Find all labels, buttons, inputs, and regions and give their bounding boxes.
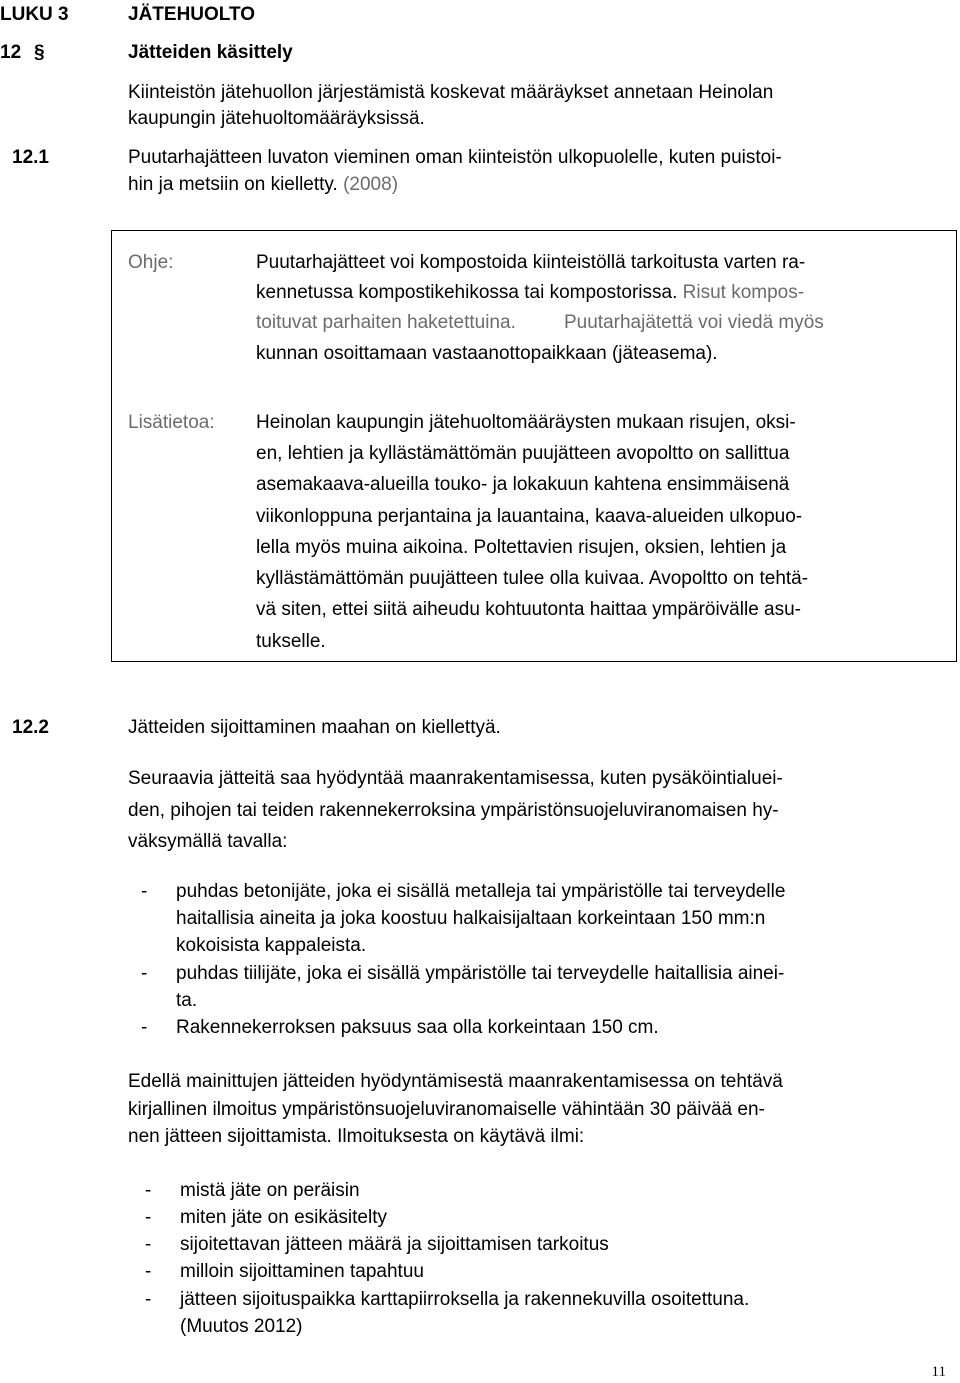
lisatietoa-line-1: Heinolan kaupungin jätehuoltomääräysten mukaan risujen, oksi-	[256, 412, 796, 433]
lisatietoa-line-4: viikonloppuna perjantaina ja lauantaina, kaava-alueiden ulkopuo-	[256, 506, 803, 527]
list2-dash-3: -	[145, 1234, 152, 1255]
lisatietoa-line-3: asemakaava-alueilla touko- ja lokakuun kahtena ensimmäisenä	[256, 474, 790, 495]
page-number: 11	[931, 1364, 946, 1380]
list2-item-2: miten jäte on esikäsitelty	[180, 1207, 387, 1228]
list2-dash-2: -	[145, 1207, 152, 1228]
list2-item-5: jätteen sijoituspaikka karttapiirroksella ja rakennekuvilla osoitettuna.	[180, 1289, 750, 1310]
para2-line-3: nen jätteen sijoittamista. Ilmoituksesta on käytävä ilmi:	[128, 1126, 585, 1147]
ohje-line-1: Puutarhajätteet voi kompostoida kiinteistöllä tarkoitusta varten ra-	[256, 252, 806, 273]
list1-item-1-line-1: puhdas betonijäte, joka ei sisällä metalleja tai ympäristölle tai terveydelle	[176, 881, 786, 902]
list2-dash-4: -	[145, 1261, 152, 1282]
list2-dash-1: -	[145, 1180, 152, 1201]
year-note: (2008)	[343, 174, 399, 195]
chapter-number: LUKU 3	[0, 4, 69, 25]
para1-line-1: Seuraavia jätteitä saa hyödyntää maanrakentamisessa, kuten pysäköintialuei-	[128, 768, 783, 789]
subsection-12-1-number: 12.1	[12, 147, 49, 168]
lisatietoa-line-2: en, lehtien ja kyllästämättömän puujätteen avopoltto on sallittua	[256, 443, 790, 464]
list1-item-1-line-2: haitallisia aineita ja joka koostuu halkaisijaltaan korkeintaan 150 mm:n	[176, 908, 766, 929]
subsection-12-1-line-2: hin ja metsiin on kielletty. (2008)	[128, 174, 399, 195]
para2-line-2: kirjallinen ilmoitus ympäristönsuojeluviranomaiselle vähintään 30 päivää en-	[128, 1099, 765, 1120]
ohje-line-4: kunnan osoittamaan vastaanottopaikkaan (jäteasema).	[256, 343, 718, 364]
section-title: Jätteiden käsittely	[128, 42, 293, 63]
lisatietoa-label: Lisätietoa:	[128, 412, 215, 433]
ohje-line-3b: Puutarhajätettä voi viedä myös	[564, 312, 824, 333]
list2-dash-5: -	[145, 1289, 152, 1310]
para1-line-2: den, pihojen tai teiden rakennekerroksina ympäristönsuojeluviranomaisen hy-	[128, 800, 779, 821]
lisatietoa-line-8: tukselle.	[256, 631, 326, 652]
intro-line-1: Kiinteistön jätehuollon järjestämistä koskevat määräykset annetaan Heinolan	[128, 82, 774, 103]
list1-item-3-line-1: Rakennekerroksen paksuus saa olla korkeintaan 150 cm.	[176, 1017, 659, 1038]
list1-dash-3: -	[141, 1017, 148, 1038]
chapter-title: JÄTEHUOLTO	[128, 4, 256, 25]
list1-item-1-line-3: kokoisista kappaleista.	[176, 935, 367, 956]
subsection-12-1-line-1: Puutarhajätteen luvaton vieminen oman kiinteistön ulkopuolelle, kuten puistoi-	[128, 147, 782, 168]
lisatietoa-line-6: kyllästämättömän puujätteen tulee olla kuivaa. Avopoltto on tehtä-	[256, 568, 809, 589]
list2-item-1: mistä jäte on peräisin	[180, 1180, 360, 1201]
list2-item-4: milloin sijoittaminen tapahtuu	[180, 1261, 424, 1282]
ohje-line-2: kennetussa kompostikehikossa tai kompostorissa. Risut kompos-	[256, 282, 805, 303]
change-note: (Muutos 2012)	[180, 1316, 303, 1337]
list2-item-3: sijoitettavan jätteen määrä ja sijoittamisen tarkoitus	[180, 1234, 609, 1255]
ohje-label: Ohje:	[128, 252, 174, 273]
lisatietoa-line-5: lella myös muina aikoina. Poltettavien risujen, oksien, lehtien ja	[256, 537, 787, 558]
para1-line-3: väksymällä tavalla:	[128, 831, 288, 852]
subsection-12-2-title: Jätteiden sijoittaminen maahan on kiellettyä.	[128, 717, 501, 738]
intro-line-2: kaupungin jätehuoltomääräyksissä.	[128, 108, 425, 129]
section-symbol: §	[34, 42, 45, 63]
ohje-line-3: toituvat parhaiten haketettuina.	[256, 312, 516, 333]
list1-dash-2: -	[141, 963, 148, 984]
section-number: 12	[0, 42, 22, 63]
subsection-12-2-number: 12.2	[12, 717, 49, 738]
para2-line-1: Edellä mainittujen jätteiden hyödyntämisestä maanrakentamisessa on tehtävä	[128, 1071, 783, 1092]
list1-item-2-line-1: puhdas tiilijäte, joka ei sisällä ympäristölle tai terveydelle haitallisia ainei-	[176, 963, 785, 984]
list1-item-2-line-2: ta.	[176, 990, 198, 1011]
list1-dash-1: -	[141, 881, 148, 902]
lisatietoa-line-7: vä siten, ettei siitä aiheudu kohtuutonta haittaa ympäröivälle asu-	[256, 599, 801, 620]
